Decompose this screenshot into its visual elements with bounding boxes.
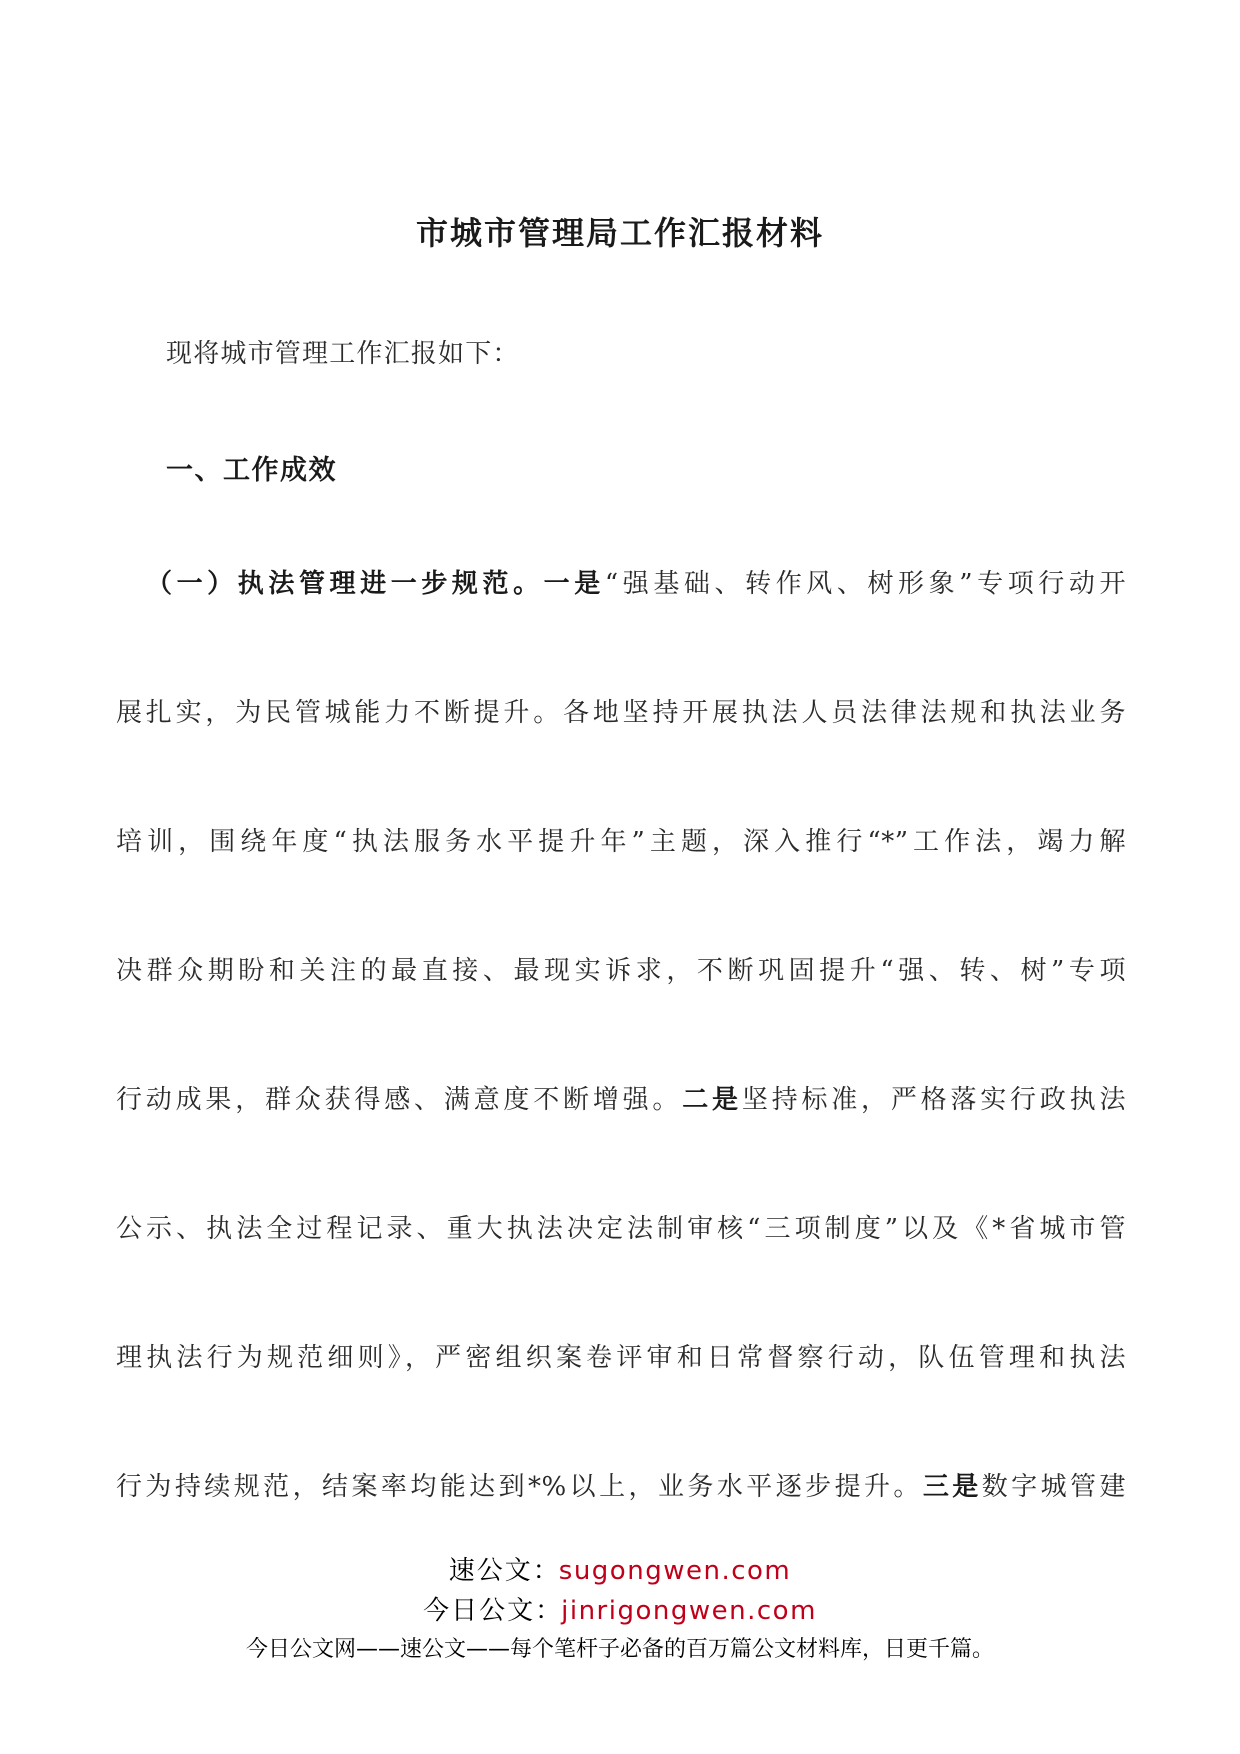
footer-sep-2: ： [535, 1596, 562, 1626]
footer-line-sugongwen [0, 1550, 1240, 1587]
paragraph-line-2: 展扎实，为民管城能力不断提升。各地坚持开展执法人员法律法规和执法业务 [116, 698, 1126, 728]
paragraph-line-8-text-b: 数字城管建 [981, 1472, 1126, 1502]
paragraph-line-5-text-a: 行动成果，群众获得感、满意度不断增强。 [116, 1085, 683, 1115]
paragraph-line-8-text-a: 行为持续规范，结案率均能达到*%以上，业务水平逐步提升。 [116, 1472, 923, 1502]
paragraph-line-8-bold: 三是 [922, 1472, 982, 1502]
footer-link-jinrigongwen[interactable]: jinrigongwen.com [561, 1596, 817, 1626]
paragraph-line-5 [116, 1079, 1126, 1116]
document-title: 市城市管理局工作汇报材料 [415, 214, 824, 252]
intro-text: 现将城市管理工作汇报如下： [166, 339, 520, 369]
footer-link-sugongwen[interactable]: sugongwen.com [558, 1556, 792, 1586]
paragraph-line-1-text: “强基础、转作风、树形象”专项行动开 [604, 569, 1126, 599]
paragraph-line-1 [146, 563, 1126, 600]
paragraph-line-6: 公示、执法全过程记录、重大执法决定法制审核“三项制度”以及《*省城市管 [116, 1214, 1126, 1244]
footer-line-jinrigongwen [0, 1590, 1240, 1627]
paragraph-line-5-text-b: 坚持标准，严格落实行政执法 [741, 1085, 1126, 1115]
paragraph-line-7: 理执法行为规范细则》，严密组织案卷评审和日常督察行动，队伍管理和执法 [116, 1343, 1126, 1373]
footer-slogan: 今日公文网——速公文——每个笔杆子必备的百万篇公文材料库，日更千篇。 [245, 1637, 994, 1662]
paragraph-line-3: 培训，围绕年度“执法服务水平提升年”主题，深入推行“*”工作法，竭力解 [116, 827, 1126, 857]
footer-label-1: 速公文 [448, 1556, 533, 1586]
paragraph-line-8 [116, 1466, 1126, 1503]
paragraph-lead-bold: （一）执法管理进一步规范。一是 [146, 569, 605, 599]
footer-label-2: 今日公文 [423, 1596, 536, 1626]
paragraph-line-5-bold: 二是 [682, 1085, 742, 1115]
paragraph-line-4: 决群众期盼和关注的最直接、最现实诉求，不断巩固提升“强、转、树”专项 [116, 956, 1126, 986]
section-heading: 一、工作成效 [166, 455, 337, 486]
footer-sep-1: ： [532, 1556, 559, 1586]
